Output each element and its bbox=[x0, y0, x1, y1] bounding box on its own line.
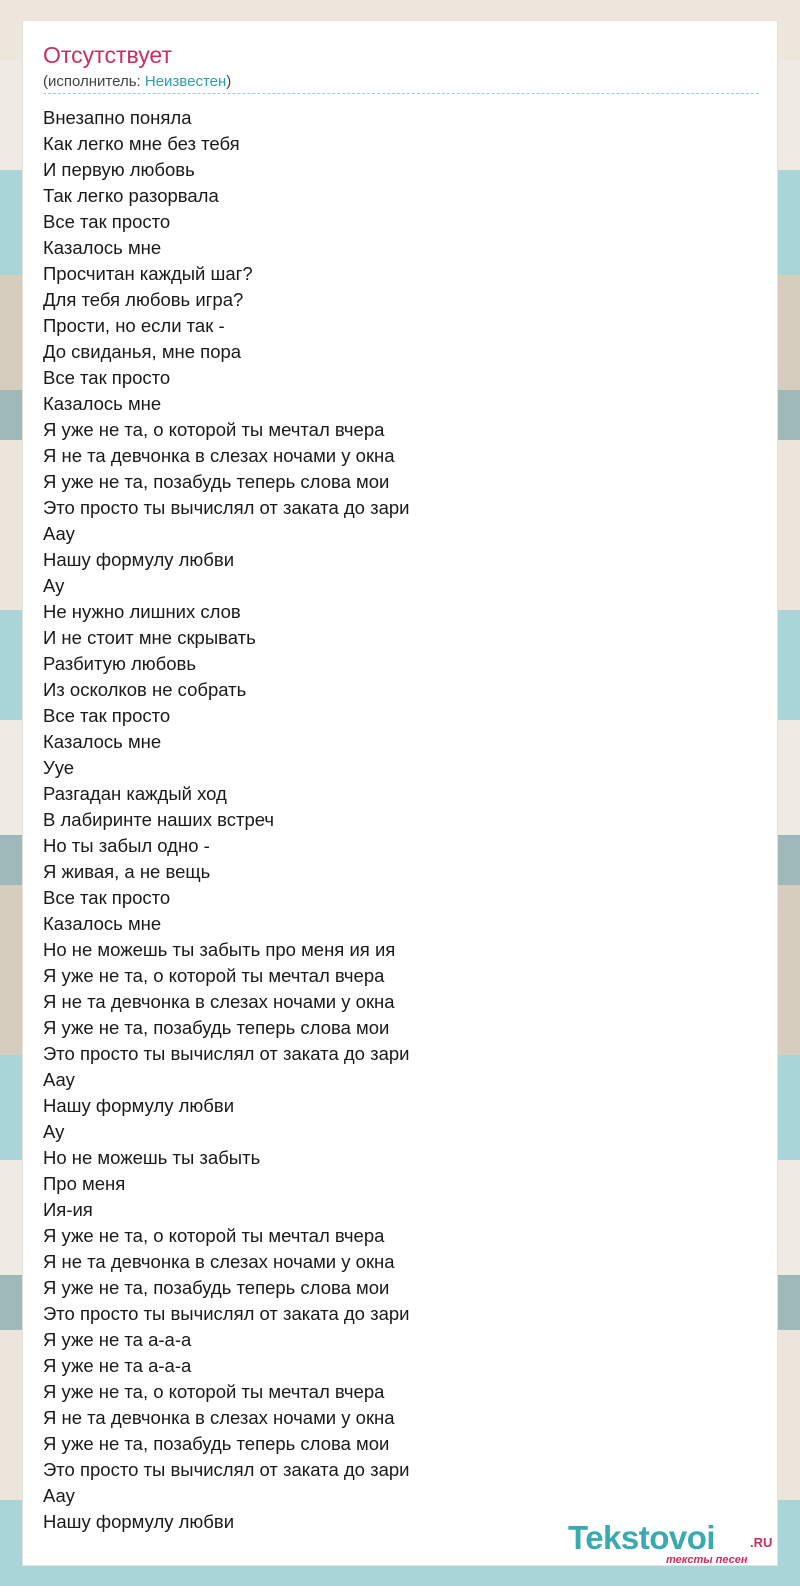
lyric-line: Не нужно лишних слов bbox=[43, 601, 241, 622]
lyric-line: Ау bbox=[43, 575, 65, 596]
logo-tld: .RU bbox=[750, 1535, 773, 1550]
lyric-line: Я уже не та, о которой ты мечтал вчера bbox=[43, 1225, 385, 1246]
lyric-line: Аау bbox=[43, 523, 75, 544]
lyric-line: Для тебя любовь игра? bbox=[43, 289, 244, 310]
artist-line bbox=[43, 72, 231, 92]
logo-wordmark: Tekstovoi bbox=[568, 1519, 716, 1556]
lyric-line: Нашу формулу любви bbox=[43, 1511, 235, 1532]
lyric-line: Я не та девчонка в слезах ночами у окна bbox=[43, 1407, 395, 1428]
lyric-line: Нашу формулу любви bbox=[43, 1095, 235, 1116]
lyrics-body bbox=[43, 105, 410, 1535]
lyric-line: Ау bbox=[43, 1121, 65, 1142]
lyric-line: Из осколков не собрать bbox=[43, 679, 247, 700]
lyric-line: Я не та девчонка в слезах ночами у окна bbox=[43, 991, 395, 1012]
lyric-line: До свиданья, мне пора bbox=[43, 341, 242, 362]
lyric-line: И первую любовь bbox=[43, 159, 195, 180]
lyric-line: Казалось мне bbox=[43, 731, 162, 752]
logo-tagline: тексты песен bbox=[666, 1554, 748, 1566]
lyric-line: Это просто ты вычислял от заката до зари bbox=[43, 497, 410, 518]
lyric-line: Внезапно поняла bbox=[43, 107, 192, 128]
lyric-line: Прости, но если так - bbox=[43, 315, 225, 336]
lyric-line: Разгадан каждый ход bbox=[43, 783, 227, 804]
lyric-line: Я не та девчонка в слезах ночами у окна bbox=[43, 445, 395, 466]
lyric-line: Это просто ты вычислял от заката до зари bbox=[43, 1043, 410, 1064]
lyric-line: Просчитан каждый шаг? bbox=[43, 263, 253, 284]
lyric-line: Казалось мне bbox=[43, 913, 162, 934]
lyric-line: Это просто ты вычислял от заката до зари bbox=[43, 1459, 410, 1480]
lyric-line: Все так просто bbox=[43, 367, 171, 388]
lyric-line: Я уже не та, позабудь теперь слова мои bbox=[43, 1277, 390, 1298]
lyric-line: Я уже не та а-а-а bbox=[43, 1329, 192, 1350]
lyric-line: Аау bbox=[43, 1485, 75, 1506]
lyric-line: Все так просто bbox=[43, 211, 171, 232]
lyric-line: Ия-ия bbox=[43, 1199, 93, 1220]
lyric-line: Аау bbox=[43, 1069, 75, 1090]
lyric-line: Про меня bbox=[43, 1173, 126, 1194]
lyric-line: Я уже не та, позабудь теперь слова мои bbox=[43, 1433, 390, 1454]
lyric-line: Как легко мне без тебя bbox=[43, 133, 240, 154]
lyric-line: Но ты забыл одно - bbox=[43, 835, 210, 856]
song-title: Отсутствует bbox=[43, 42, 172, 68]
site-logo[interactable] bbox=[568, 1519, 778, 1569]
artist-suffix: ) bbox=[226, 73, 232, 90]
lyric-line: Ууе bbox=[43, 757, 75, 778]
lyric-line: Казалось мне bbox=[43, 393, 162, 414]
lyric-line: Я живая, а не вещь bbox=[43, 861, 211, 882]
lyric-line: Казалось мне bbox=[43, 237, 162, 258]
lyric-line: Я уже не та, позабудь теперь слова мои bbox=[43, 471, 390, 492]
divider bbox=[43, 93, 759, 94]
lyric-line: Но не можешь ты забыть bbox=[43, 1147, 261, 1168]
lyric-line: Разбитую любовь bbox=[43, 653, 196, 674]
lyric-line: Все так просто bbox=[43, 705, 171, 726]
artist-prefix: (исполнитель: bbox=[43, 73, 145, 90]
lyric-line: Я уже не та, о которой ты мечтал вчера bbox=[43, 419, 385, 440]
lyric-line: Я уже не та, о которой ты мечтал вчера bbox=[43, 965, 385, 986]
lyric-line: Это просто ты вычислял от заката до зари bbox=[43, 1303, 410, 1324]
artist-link[interactable]: Неизвестен bbox=[144, 73, 227, 90]
lyric-line: Я уже не та а-а-а bbox=[43, 1355, 192, 1376]
lyric-line: В лабиринте наших встреч bbox=[43, 809, 275, 830]
lyric-line: И не стоит мне скрывать bbox=[43, 627, 256, 648]
lyric-line: Так легко разорвала bbox=[43, 185, 219, 206]
lyric-line: Но не можешь ты забыть про меня ия ия bbox=[43, 939, 396, 960]
lyric-line: Я уже не та, позабудь теперь слова мои bbox=[43, 1017, 390, 1038]
lyric-line: Я уже не та, о которой ты мечтал вчера bbox=[43, 1381, 385, 1402]
lyric-line: Я не та девчонка в слезах ночами у окна bbox=[43, 1251, 395, 1272]
lyric-line: Нашу формулу любви bbox=[43, 549, 235, 570]
lyric-line: Все так просто bbox=[43, 887, 171, 908]
lyrics-card bbox=[22, 20, 778, 1566]
